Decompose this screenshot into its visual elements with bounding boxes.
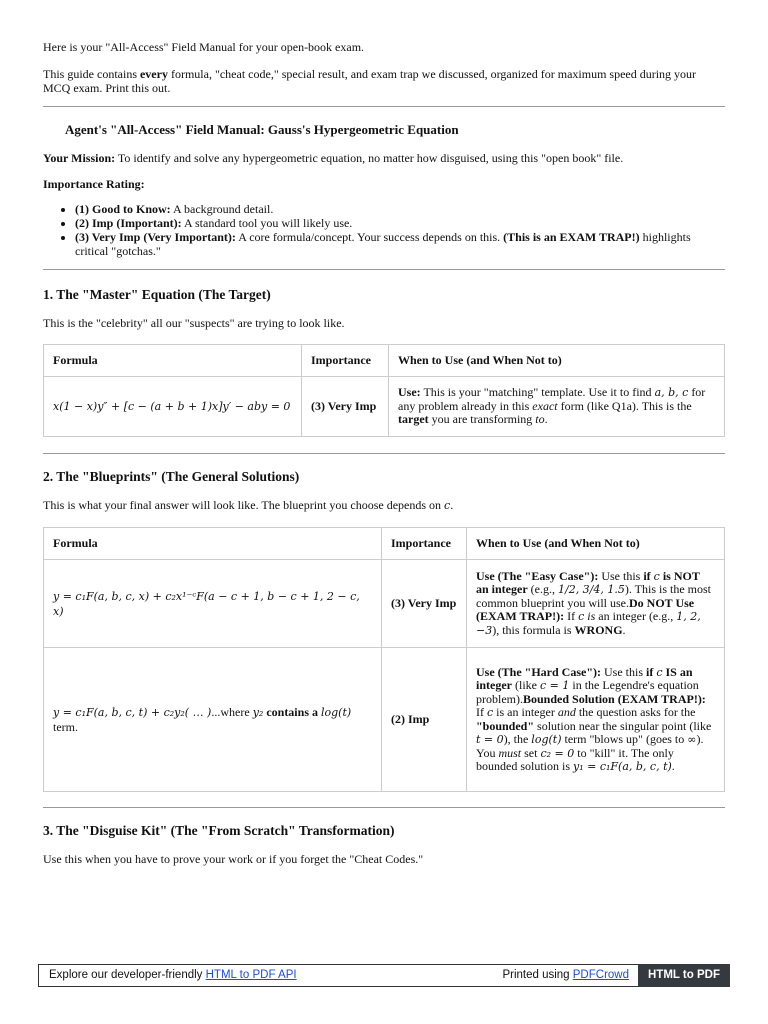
math-inline: 1/2, 3/4, 1.5 <box>557 583 625 597</box>
math-inline: y₂ <box>252 706 264 720</box>
exam-trap-label: Bounded Solution (EXAM TRAP!): <box>523 691 706 706</box>
usage-text: an integer (e.g., <box>595 609 677 624</box>
column-header-formula: Formula <box>44 345 302 377</box>
usage-emphasis: WRONG <box>574 622 623 637</box>
exam-trap-label: Do NOT Use (EXAM TRAP!): <box>476 595 695 624</box>
hard-case-formula: y = c₁F(a, b, c, t) + c₂y₂( … ) <box>53 706 212 720</box>
math-inline: c <box>444 499 451 512</box>
use-label: Use (The "Hard Case"): <box>476 664 601 679</box>
divider <box>43 453 725 454</box>
importance-cell: (3) Very Imp <box>382 560 467 648</box>
math-inline: c <box>487 706 494 719</box>
footer-text: Explore our developer-friendly <box>49 969 206 981</box>
usage-text: . <box>544 412 548 427</box>
column-header-when-to-use: When to Use (and When Not to) <box>389 345 725 377</box>
usage-emphasis: target <box>398 412 429 427</box>
usage-text: . <box>622 622 626 637</box>
divider <box>43 106 725 107</box>
usage-emphasis: IS an integer <box>476 664 693 692</box>
lead-text: This is what your final answer will look like. The blueprint you choose depends on <box>43 498 445 512</box>
usage-emphasis: to <box>535 412 545 427</box>
divider <box>43 269 725 270</box>
usage-text: solution near the singular point (like <box>534 718 712 733</box>
usage-emphasis: and <box>557 705 576 719</box>
rating-label: (1) Good to Know: <box>75 202 171 216</box>
usage-text: you are transforming <box>428 412 536 427</box>
section-1-heading: 1. The "Master" Equation (The Target) <box>43 287 271 302</box>
intro-line-1: Here is your "All-Access" Field Manual for your open-book exam. <box>43 40 365 54</box>
table-header-row <box>44 345 725 377</box>
usage-text: ), the <box>503 732 532 746</box>
easy-case-formula: y = c₁F(a, b, c, x) + c₂x¹⁻ᶜF(a − c + 1, b − c + 1, 2 − c, x) <box>53 590 360 618</box>
usage-text: Use this <box>598 568 644 583</box>
math-inline: c <box>656 665 663 679</box>
intro-text: formula, "cheat code," special result, and exam trap we discussed, organized for maximum speed during your MCQ exam. Print this out. <box>43 67 697 96</box>
usage-cell <box>467 648 725 792</box>
usage-text: in the Legendre's equation problem). <box>476 678 699 706</box>
usage-text: set <box>521 745 541 760</box>
usage-text: is an integer <box>493 705 558 719</box>
formula-text: term. <box>53 719 78 734</box>
usage-text: term "blows up" (goes to <box>561 732 688 746</box>
blueprints-table <box>43 527 725 792</box>
usage-text: If <box>476 705 487 719</box>
formula-cell <box>44 560 382 648</box>
list-item <box>75 202 725 216</box>
intro-text: This guide contains <box>43 67 140 81</box>
table-row <box>44 377 725 437</box>
math-inline: log(t) <box>321 706 352 720</box>
usage-text: ). This is the most common blueprint you will use. <box>476 582 711 610</box>
rating-label: (2) Imp (Important): <box>75 216 182 230</box>
formula-cell <box>44 648 382 792</box>
master-equation-formula: x(1 − x)y″ + [c − (a + b + 1)x]y′ − aby = 0 <box>53 400 291 414</box>
column-header-importance: Importance <box>382 528 467 560</box>
math-inline: c = 1 <box>539 679 570 692</box>
intro-emphasis: every <box>139 67 168 81</box>
usage-emphasis: must <box>498 745 522 760</box>
rating-text: A standard tool you will likely use. <box>181 216 353 230</box>
footer-printed-using <box>502 969 629 983</box>
usage-emphasis: if <box>643 568 654 583</box>
intro-line-2 <box>43 67 725 96</box>
section-2-lead <box>43 498 453 512</box>
math-inline: 1, 2, −3 <box>476 610 701 637</box>
master-equation-table <box>43 344 725 437</box>
column-header-importance: Importance <box>302 345 389 377</box>
footer-text: Printed using <box>502 969 573 981</box>
math-inline: c <box>578 610 585 624</box>
math-inline: t = 0 <box>476 733 504 746</box>
rating-text: A core formula/concept. Your success depends on this. <box>235 230 504 244</box>
usage-text: If <box>564 609 579 624</box>
usage-text: form (like Q1a). This is the <box>557 398 692 413</box>
importance-cell: (3) Very Imp <box>302 377 389 437</box>
section-1-lead: This is the "celebrity" all our "suspects" are trying to look like. <box>43 316 345 330</box>
list-item <box>75 230 725 258</box>
math-inline: c <box>653 569 660 583</box>
column-header-formula: Formula <box>44 528 382 560</box>
math-inline: y₁ = c₁F(a, b, c, t) <box>573 760 672 773</box>
use-label: Use: <box>398 385 421 400</box>
usage-text: (e.g., <box>527 582 558 597</box>
usage-emphasis: "bounded" <box>476 718 535 733</box>
html-to-pdf-button[interactable]: HTML to PDF <box>638 964 730 987</box>
usage-cell <box>389 377 725 437</box>
mission-label: Your Mission: <box>43 151 116 165</box>
list-item <box>75 216 725 230</box>
math-inline: c₂ = 0 <box>540 746 575 760</box>
mission-statement <box>43 151 623 165</box>
divider <box>43 807 725 808</box>
rating-label: (3) Very Imp (Very Important): <box>75 230 236 244</box>
math-inline: a, b, c <box>654 386 689 400</box>
html-to-pdf-api-link[interactable]: HTML to PDF API <box>205 969 297 981</box>
usage-text: Use this <box>600 664 646 679</box>
usage-text: the question asks for the <box>575 705 696 719</box>
usage-text: for any problem already in this <box>398 385 706 413</box>
math-inline: ∞ <box>687 733 697 746</box>
footer-promo <box>49 969 297 983</box>
usage-text: (like <box>511 678 540 692</box>
table-row <box>44 560 725 648</box>
section-3-lead: Use this when you have to prove your work or if you forget the "Cheat Codes." <box>43 852 424 866</box>
pdfcrowd-footer <box>38 964 730 987</box>
rating-text: highlights critical "gotchas." <box>75 230 691 258</box>
importance-cell: (2) Imp <box>382 648 467 792</box>
table-row <box>44 648 725 792</box>
pdfcrowd-link[interactable]: PDFCrowd <box>572 969 629 981</box>
usage-text: This is your "matching" template. Use it to find <box>420 385 655 400</box>
usage-emphasis: exact <box>532 398 558 413</box>
importance-rating-list <box>43 202 725 258</box>
usage-cell <box>467 560 725 648</box>
exam-trap-label: (This is an EXAM TRAP!) <box>503 230 640 244</box>
usage-emphasis: if <box>645 664 657 679</box>
manual-title: Agent's "All-Access" Field Manual: Gauss's Hypergeometric Equation <box>65 122 459 137</box>
usage-text: ), this formula is <box>492 622 575 637</box>
formula-emphasis: contains a <box>263 705 321 720</box>
column-header-when-to-use: When to Use (and When Not to) <box>467 528 725 560</box>
use-label: Use (The "Easy Case"): <box>476 568 599 583</box>
usage-emphasis: is NOT an integer <box>476 568 700 597</box>
usage-text: ). You <box>476 732 704 760</box>
rating-text: A background detail. <box>170 202 274 216</box>
mission-text: To identify and solve any hypergeometric equation, no matter how disguised, using this "open book" file. <box>115 151 624 165</box>
math-inline: log(t) <box>531 733 562 746</box>
importance-rating-heading: Importance Rating: <box>43 177 145 191</box>
formula-cell <box>44 377 302 437</box>
table-header-row <box>44 528 725 560</box>
section-2-heading: 2. The "Blueprints" (The General Solutions) <box>43 469 300 484</box>
lead-text: . <box>450 498 454 512</box>
usage-emphasis: is <box>584 609 596 624</box>
usage-text: to "kill" it. The only bounded solution is <box>476 745 674 773</box>
formula-text: ...where <box>211 705 253 720</box>
section-3-heading: 3. The "Disguise Kit" (The "From Scratch" Transformation) <box>43 823 395 838</box>
usage-text: . <box>671 759 675 773</box>
